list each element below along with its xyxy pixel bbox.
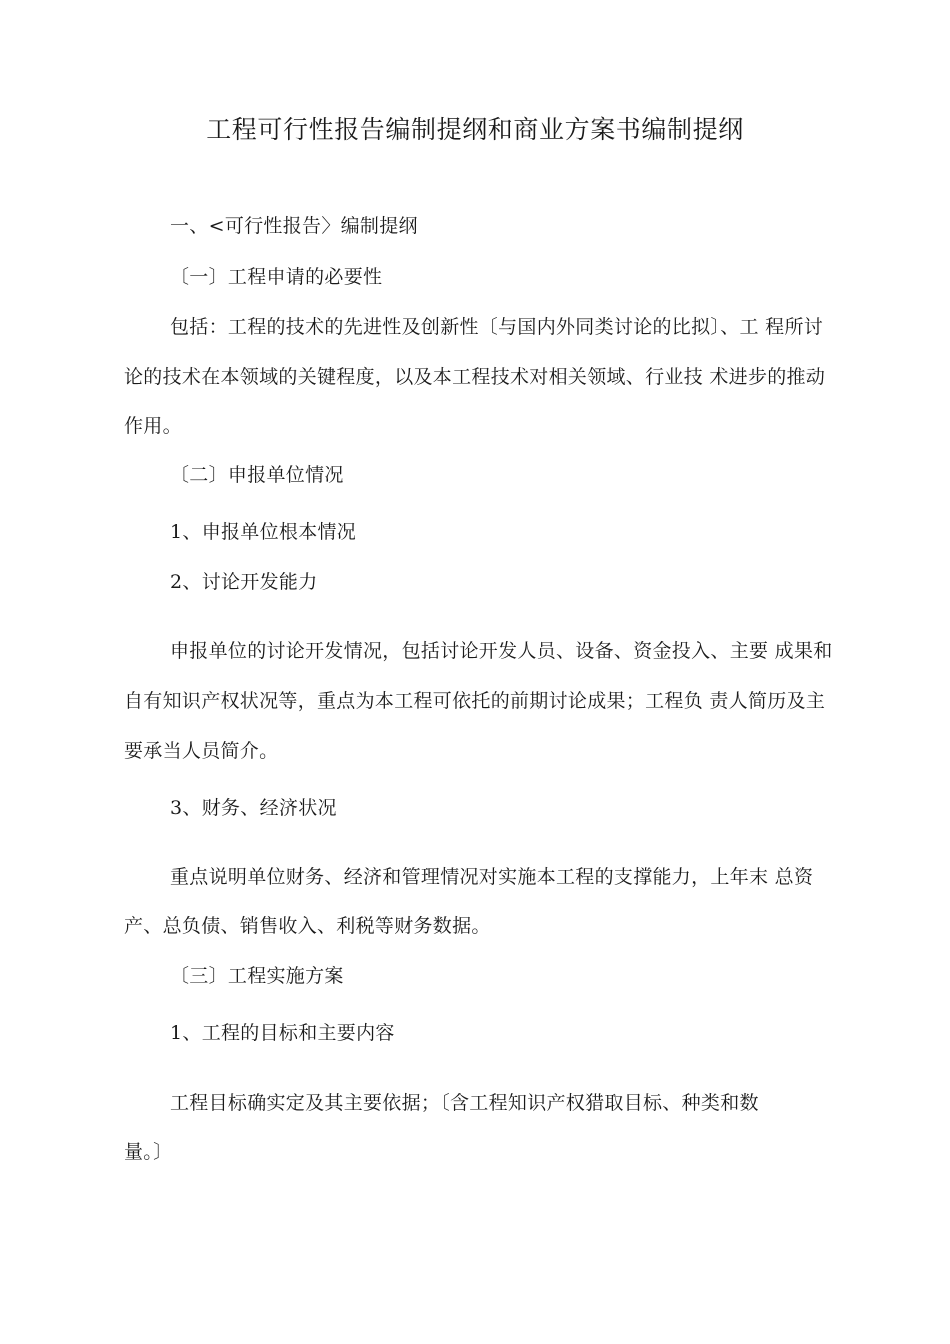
paragraph-line: 要承当人员简介。	[124, 740, 279, 762]
paragraph-line: 包括：工程的技术的先进性及创新性〔与国内外同类讨论的比拟〕、工 程所讨	[170, 316, 824, 338]
document-title: 工程可行性报告编制提纲和商业方案书编制提纲	[206, 115, 744, 144]
paragraph-line: 产、总负债、销售收入、利税等财务数据。	[124, 915, 491, 937]
paragraph-line: 论的技术在本领域的关键程度，以及本工程技术对相关领域、行业技 术进步的推动	[124, 366, 826, 388]
subsection-heading: 〔一〕工程申请的必要性	[170, 266, 383, 288]
paragraph-line: 工程目标确实定及其主要依据；〔含工程知识产权猎取目标、种类和数	[170, 1092, 759, 1114]
paragraph-line: 重点说明单位财务、经济和管理情况对实施本工程的支撑能力，上年末 总资	[170, 866, 814, 888]
paragraph-line: 自有知识产权状况等，重点为本工程可依托的前期讨论成果；工程负 责人简历及主	[124, 690, 826, 712]
paragraph-line: 量。〕	[124, 1141, 173, 1163]
item-heading: 2、讨论开发能力	[170, 571, 318, 593]
paragraph-line: 申报单位的讨论开发情况，包括讨论开发人员、设备、资金投入、主要 成果和	[170, 640, 833, 662]
item-heading: 1、工程的目标和主要内容	[170, 1022, 395, 1044]
item-heading: 1、申报单位根本情况	[170, 521, 357, 543]
section-heading: 一、<可行性报告〉编制提纲	[170, 215, 418, 237]
subsection-heading: 〔三〕工程实施方案	[170, 965, 344, 987]
item-heading: 3、财务、经济状况	[170, 797, 337, 819]
subsection-heading: 〔二〕申报单位情况	[170, 464, 344, 486]
paragraph-line: 作用。	[124, 415, 182, 437]
